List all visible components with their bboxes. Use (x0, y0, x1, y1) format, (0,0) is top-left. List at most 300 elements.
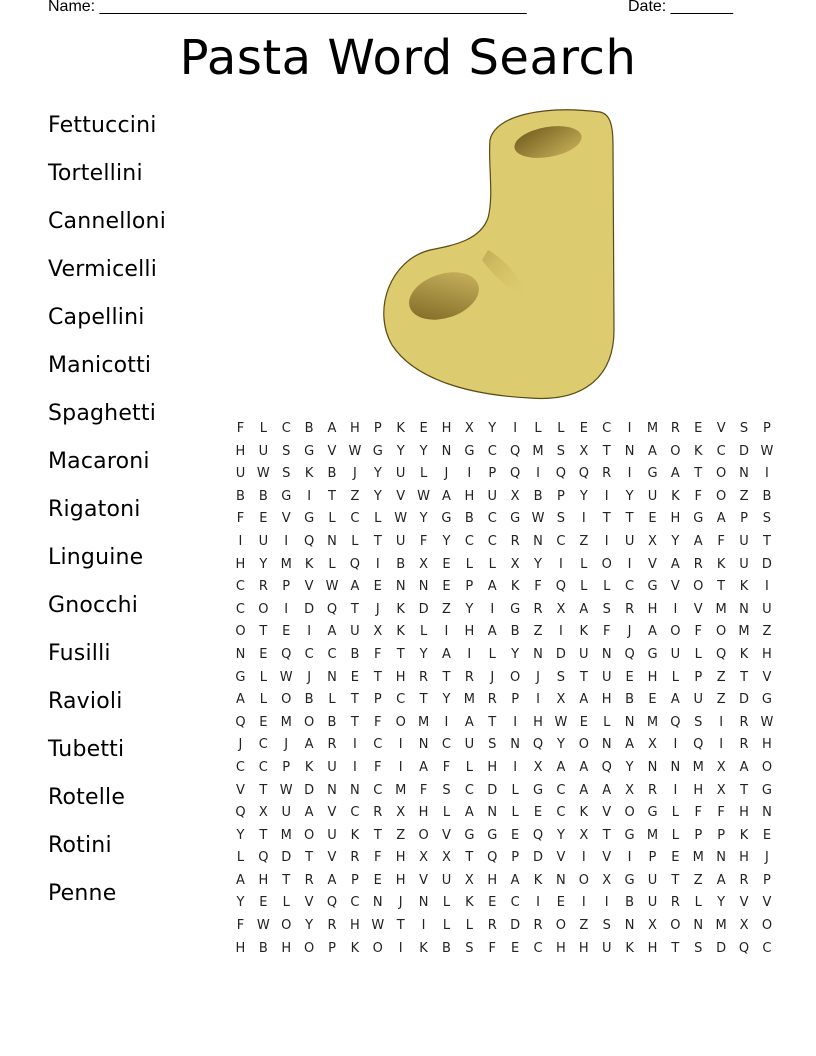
grid-letter[interactable]: H (647, 601, 658, 617)
grid-letter[interactable]: U (579, 646, 589, 662)
grid-letter[interactable]: W (417, 488, 430, 504)
grid-letter[interactable]: J (398, 895, 403, 911)
grid-letter[interactable]: Z (579, 533, 589, 549)
grid-letter[interactable]: F (488, 940, 496, 956)
grid-letter[interactable]: X (373, 624, 383, 640)
grid-letter[interactable]: I (627, 466, 632, 482)
grid-letter[interactable]: L (511, 782, 519, 798)
grid-letter[interactable]: F (602, 624, 611, 640)
grid-letter[interactable]: A (442, 646, 451, 662)
grid-letter[interactable]: Q (258, 850, 269, 866)
grid-letter[interactable]: H (762, 737, 772, 753)
grid-letter[interactable]: B (625, 692, 635, 708)
grid-letter[interactable]: U (487, 488, 497, 504)
grid-letter[interactable]: U (327, 759, 337, 775)
grid-letter[interactable]: O (304, 940, 315, 956)
grid-letter[interactable]: M (715, 918, 727, 934)
grid-letter[interactable]: A (419, 759, 429, 775)
grid-letter[interactable]: L (603, 714, 611, 730)
grid-letter[interactable]: Q (738, 940, 750, 956)
grid-letter[interactable]: P (511, 850, 520, 866)
grid-letter[interactable]: C (258, 759, 268, 775)
grid-letter[interactable]: L (328, 556, 336, 572)
grid-letter[interactable]: D (739, 443, 750, 459)
grid-letter[interactable]: R (670, 421, 680, 436)
grid-letter[interactable]: D (418, 601, 429, 617)
grid-letter[interactable]: H (762, 646, 772, 662)
grid-letter[interactable]: C (625, 579, 635, 595)
grid-letter[interactable]: L (534, 421, 542, 436)
grid-letter[interactable]: Y (305, 918, 314, 934)
grid-letter[interactable]: I (352, 737, 357, 753)
grid-letter[interactable]: C (441, 737, 451, 753)
grid-letter[interactable]: R (739, 737, 749, 753)
grid-letter[interactable]: A (464, 805, 474, 821)
grid-letter[interactable]: W (256, 918, 270, 934)
grid-letter[interactable]: L (557, 421, 565, 436)
grid-letter[interactable]: N (739, 466, 749, 482)
grid-letter[interactable]: F (717, 805, 725, 821)
grid-letter[interactable]: A (579, 782, 589, 798)
grid-letter[interactable]: Y (465, 601, 474, 617)
grid-letter[interactable]: T (328, 488, 336, 504)
grid-letter[interactable]: Q (601, 759, 612, 775)
grid-letter[interactable]: T (259, 827, 268, 843)
grid-letter[interactable]: I (536, 895, 540, 911)
grid-letter[interactable]: Q (693, 737, 704, 753)
grid-letter[interactable]: L (442, 895, 451, 911)
grid-letter[interactable]: V (762, 895, 772, 911)
grid-letter[interactable]: Y (511, 646, 520, 662)
grid-letter[interactable]: Q (510, 443, 521, 459)
grid-letter[interactable]: B (510, 624, 520, 640)
grid-letter[interactable]: R (625, 601, 635, 617)
grid-letter[interactable]: M (280, 556, 292, 572)
grid-letter[interactable]: O (761, 918, 773, 934)
grid-letter[interactable]: I (398, 737, 403, 753)
grid-letter[interactable]: K (350, 940, 360, 956)
grid-letter[interactable]: H (647, 940, 658, 956)
grid-letter[interactable]: C (281, 421, 291, 436)
grid-letter[interactable]: L (259, 669, 267, 685)
grid-letter[interactable]: T (259, 624, 268, 640)
grid-letter[interactable]: Y (717, 895, 726, 911)
grid-letter[interactable]: K (304, 556, 314, 572)
grid-letter[interactable]: I (467, 646, 472, 662)
grid-letter[interactable]: E (442, 556, 451, 572)
grid-letter[interactable]: F (442, 759, 451, 775)
grid-letter[interactable]: B (304, 692, 314, 708)
grid-letter[interactable]: G (647, 646, 658, 662)
grid-letter[interactable]: U (647, 488, 658, 504)
grid-letter[interactable]: A (579, 759, 589, 775)
grid-letter[interactable]: X (602, 872, 612, 888)
grid-letter[interactable]: X (579, 827, 589, 843)
grid-letter[interactable]: Z (716, 692, 726, 708)
grid-letter[interactable]: R (510, 533, 520, 549)
grid-letter[interactable]: U (350, 624, 360, 640)
grid-letter[interactable]: T (350, 714, 359, 730)
grid-letter[interactable]: I (673, 737, 678, 753)
grid-letter[interactable]: K (304, 466, 314, 482)
grid-letter[interactable]: E (694, 421, 703, 436)
grid-letter[interactable]: T (259, 782, 268, 798)
grid-letter[interactable]: N (327, 669, 337, 685)
grid-letter[interactable]: O (761, 759, 773, 775)
grid-letter[interactable]: E (579, 421, 588, 436)
grid-letter[interactable]: L (259, 692, 267, 708)
grid-letter[interactable]: U (693, 692, 704, 708)
grid-letter[interactable]: E (373, 872, 382, 888)
grid-letter[interactable]: H (487, 759, 498, 775)
grid-letter[interactable]: B (464, 511, 474, 527)
grid-letter[interactable]: M (692, 759, 704, 775)
grid-letter[interactable]: Y (556, 737, 565, 753)
grid-letter[interactable]: K (304, 759, 314, 775)
grid-letter[interactable]: T (717, 579, 726, 595)
grid-letter[interactable]: Q (349, 556, 361, 572)
grid-letter[interactable]: H (556, 940, 566, 956)
grid-letter[interactable]: N (510, 737, 520, 753)
grid-letter[interactable]: H (395, 669, 406, 685)
grid-letter[interactable]: I (673, 782, 678, 798)
grid-letter[interactable]: O (693, 579, 704, 595)
grid-letter[interactable]: V (327, 850, 337, 866)
grid-letter[interactable]: G (624, 827, 635, 843)
grid-letter[interactable]: X (419, 556, 429, 572)
grid-letter[interactable]: V (602, 850, 612, 866)
grid-letter[interactable]: C (464, 782, 474, 798)
grid-letter[interactable]: H (670, 511, 681, 527)
grid-letter[interactable]: O (716, 488, 727, 504)
grid-letter[interactable]: O (510, 669, 521, 685)
grid-letter[interactable]: Q (624, 646, 635, 662)
grid-letter[interactable]: E (259, 511, 268, 527)
grid-letter[interactable]: H (395, 850, 406, 866)
grid-letter[interactable]: R (533, 918, 543, 934)
grid-letter[interactable]: K (579, 624, 589, 640)
grid-letter[interactable]: J (284, 737, 289, 753)
grid-letter[interactable]: J (627, 624, 632, 640)
grid-letter[interactable]: Q (578, 466, 589, 482)
grid-letter[interactable]: Q (510, 466, 521, 482)
grid-letter[interactable]: L (671, 827, 679, 843)
grid-letter[interactable]: V (419, 872, 429, 888)
grid-letter[interactable]: X (464, 421, 474, 436)
grid-letter[interactable]: N (624, 918, 635, 934)
grid-letter[interactable]: D (761, 556, 772, 572)
grid-letter[interactable]: X (396, 805, 406, 821)
grid-letter[interactable]: W (279, 669, 293, 685)
grid-letter[interactable]: I (581, 511, 586, 527)
grid-letter[interactable]: D (281, 850, 292, 866)
grid-letter[interactable]: Y (419, 443, 428, 459)
grid-letter[interactable]: P (694, 669, 703, 685)
grid-letter[interactable]: N (327, 533, 337, 549)
grid-letter[interactable]: H (418, 805, 429, 821)
grid-letter[interactable]: B (442, 940, 451, 956)
grid-letter[interactable]: C (396, 692, 406, 708)
grid-letter[interactable]: W (394, 511, 408, 527)
grid-letter[interactable]: X (648, 737, 657, 753)
grid-letter[interactable]: X (625, 782, 635, 798)
grid-letter[interactable]: Z (762, 624, 772, 640)
grid-letter[interactable]: X (556, 601, 566, 617)
grid-letter[interactable]: Y (625, 488, 634, 504)
grid-letter[interactable]: I (558, 624, 563, 640)
grid-letter[interactable]: W (348, 443, 362, 459)
grid-letter[interactable]: X (556, 692, 566, 708)
grid-letter[interactable]: N (327, 782, 337, 798)
grid-letter[interactable]: G (235, 669, 246, 685)
grid-letter[interactable]: O (258, 601, 269, 617)
grid-letter[interactable]: D (510, 918, 521, 934)
grid-letter[interactable]: G (647, 579, 658, 595)
grid-letter[interactable]: N (693, 918, 704, 934)
grid-letter[interactable]: D (555, 646, 566, 662)
grid-letter[interactable]: S (602, 601, 611, 617)
grid-letter[interactable]: L (419, 624, 428, 640)
grid-letter[interactable]: V (304, 579, 314, 595)
grid-letter[interactable]: L (694, 646, 702, 662)
grid-letter[interactable]: I (444, 714, 449, 730)
grid-letter[interactable]: Q (670, 714, 681, 730)
grid-letter[interactable]: U (441, 872, 452, 888)
grid-letter[interactable]: I (284, 533, 289, 549)
grid-letter[interactable]: S (488, 737, 497, 753)
grid-letter[interactable]: O (670, 918, 681, 934)
grid-letter[interactable]: P (648, 850, 657, 866)
grid-letter[interactable]: M (646, 714, 659, 730)
grid-letter[interactable]: N (601, 737, 612, 753)
grid-letter[interactable]: X (739, 918, 749, 934)
grid-letter[interactable]: S (465, 940, 474, 956)
grid-letter[interactable]: M (280, 827, 292, 843)
grid-letter[interactable]: M (417, 714, 430, 730)
grid-letter[interactable]: D (716, 940, 727, 956)
grid-letter[interactable]: T (419, 692, 428, 708)
grid-letter[interactable]: J (490, 669, 495, 685)
grid-letter[interactable]: N (418, 579, 429, 595)
grid-letter[interactable]: B (396, 556, 406, 572)
grid-letter[interactable]: Y (625, 759, 634, 775)
grid-letter[interactable]: Z (350, 488, 360, 504)
grid-letter[interactable]: T (350, 601, 359, 617)
grid-letter[interactable]: M (692, 850, 704, 866)
grid-letter[interactable]: I (444, 624, 449, 640)
grid-letter[interactable]: C (235, 759, 245, 775)
grid-letter[interactable]: H (487, 872, 498, 888)
grid-letter[interactable]: I (513, 759, 518, 775)
grid-letter[interactable]: R (739, 714, 749, 730)
grid-letter[interactable]: S (739, 421, 749, 436)
grid-letter[interactable]: I (398, 940, 403, 956)
grid-letter[interactable]: U (739, 556, 749, 572)
grid-letter[interactable]: H (350, 918, 360, 934)
grid-letter[interactable]: S (442, 782, 451, 798)
grid-letter[interactable]: A (235, 872, 245, 888)
grid-letter[interactable]: I (513, 421, 518, 436)
grid-letter[interactable]: O (555, 918, 567, 934)
grid-letter[interactable]: Y (259, 556, 268, 572)
grid-letter[interactable]: C (556, 782, 566, 798)
grid-letter[interactable]: P (373, 421, 382, 436)
grid-letter[interactable]: U (670, 646, 681, 662)
grid-letter[interactable]: U (739, 533, 749, 549)
grid-letter[interactable]: R (304, 872, 314, 888)
grid-letter[interactable]: P (350, 872, 359, 888)
grid-letter[interactable]: O (418, 827, 429, 843)
grid-letter[interactable]: N (670, 759, 681, 775)
grid-letter[interactable]: F (694, 488, 702, 504)
grid-letter[interactable]: C (602, 421, 612, 436)
grid-letter[interactable]: A (716, 511, 726, 527)
grid-letter[interactable]: S (556, 669, 566, 685)
grid-letter[interactable]: O (578, 737, 589, 753)
grid-letter[interactable]: S (694, 940, 703, 956)
grid-letter[interactable]: F (694, 624, 702, 640)
grid-letter[interactable]: N (395, 579, 406, 595)
grid-letter[interactable]: C (304, 646, 314, 662)
grid-letter[interactable]: I (627, 421, 632, 436)
grid-letter[interactable]: Y (236, 827, 245, 843)
grid-letter[interactable]: X (716, 759, 726, 775)
grid-letter[interactable]: N (441, 443, 452, 459)
grid-letter[interactable]: U (647, 895, 658, 911)
grid-letter[interactable]: O (281, 918, 292, 934)
grid-letter[interactable]: C (373, 782, 383, 798)
grid-letter[interactable]: A (670, 556, 680, 572)
grid-letter[interactable]: E (488, 895, 497, 911)
grid-letter[interactable]: N (716, 850, 727, 866)
grid-letter[interactable]: A (464, 714, 474, 730)
grid-letter[interactable]: Y (419, 646, 428, 662)
grid-letter[interactable]: L (465, 918, 473, 934)
grid-letter[interactable]: G (510, 601, 521, 617)
grid-letter[interactable]: I (284, 601, 289, 617)
grid-letter[interactable]: A (648, 624, 657, 640)
grid-letter[interactable]: Y (442, 533, 451, 549)
grid-letter[interactable]: O (281, 692, 292, 708)
grid-letter[interactable]: T (671, 940, 680, 956)
grid-letter[interactable]: K (739, 827, 749, 843)
grid-letter[interactable]: V (762, 669, 772, 685)
grid-letter[interactable]: U (762, 601, 772, 617)
grid-letter[interactable]: D (739, 692, 750, 708)
grid-letter[interactable]: E (648, 692, 657, 708)
grid-letter[interactable]: N (556, 872, 566, 888)
grid-letter[interactable]: U (281, 805, 291, 821)
grid-letter[interactable]: G (647, 466, 658, 482)
grid-letter[interactable]: U (258, 443, 269, 459)
grid-letter[interactable]: M (715, 601, 727, 617)
grid-letter[interactable]: A (235, 692, 245, 708)
grid-letter[interactable]: E (419, 421, 428, 436)
grid-letter[interactable]: I (604, 895, 609, 911)
grid-letter[interactable]: P (694, 827, 703, 843)
grid-letter[interactable]: O (235, 624, 246, 640)
grid-letter[interactable]: K (579, 805, 589, 821)
grid-letter[interactable]: A (739, 759, 749, 775)
grid-letter[interactable]: E (671, 850, 680, 866)
grid-letter[interactable]: N (372, 895, 383, 911)
grid-letter[interactable]: F (374, 850, 382, 866)
grid-letter[interactable]: M (738, 624, 750, 640)
grid-letter[interactable]: P (717, 827, 726, 843)
grid-letter[interactable]: L (419, 466, 428, 482)
grid-letter[interactable]: F (236, 918, 245, 934)
grid-letter[interactable]: L (580, 556, 588, 572)
grid-letter[interactable]: T (305, 850, 314, 866)
grid-letter[interactable]: E (625, 669, 634, 685)
grid-letter[interactable]: I (421, 918, 426, 934)
grid-letter[interactable]: V (327, 443, 337, 459)
grid-letter[interactable]: Y (671, 533, 680, 549)
grid-letter[interactable]: T (671, 872, 680, 888)
grid-letter[interactable]: L (351, 533, 359, 549)
grid-letter[interactable]: Z (579, 918, 589, 934)
grid-letter[interactable]: J (375, 601, 380, 617)
grid-letter[interactable]: I (627, 556, 632, 572)
grid-letter[interactable]: T (373, 669, 382, 685)
grid-letter[interactable]: E (511, 940, 520, 956)
grid-letter[interactable]: R (373, 805, 383, 821)
grid-letter[interactable]: R (327, 918, 337, 934)
grid-letter[interactable]: F (236, 511, 245, 527)
grid-letter[interactable]: I (604, 533, 609, 549)
grid-letter[interactable]: M (280, 714, 292, 730)
grid-letter[interactable]: H (258, 872, 269, 888)
grid-letter[interactable]: S (282, 466, 291, 482)
grid-letter[interactable]: S (556, 511, 566, 527)
grid-letter[interactable]: Z (442, 601, 451, 617)
grid-letter[interactable]: V (739, 895, 749, 911)
grid-letter[interactable]: K (465, 895, 474, 911)
grid-letter[interactable]: H (739, 850, 749, 866)
grid-letter[interactable]: H (235, 556, 246, 572)
grid-letter[interactable]: R (739, 872, 749, 888)
grid-letter[interactable]: M (646, 827, 659, 843)
grid-letter[interactable]: Y (396, 443, 405, 459)
grid-letter[interactable]: V (556, 850, 566, 866)
grid-letter[interactable]: U (464, 737, 475, 753)
grid-letter[interactable]: V (602, 805, 612, 821)
grid-letter[interactable]: L (671, 805, 679, 821)
grid-letter[interactable]: E (556, 895, 566, 911)
grid-letter[interactable]: X (716, 782, 726, 798)
grid-letter[interactable]: V (327, 805, 337, 821)
grid-letter[interactable]: Q (487, 850, 498, 866)
grid-letter[interactable]: X (510, 556, 520, 572)
grid-letter[interactable]: U (601, 669, 612, 685)
grid-letter[interactable]: N (739, 601, 749, 617)
grid-letter[interactable]: O (624, 805, 635, 821)
grid-letter[interactable]: N (624, 443, 635, 459)
grid-letter[interactable]: X (648, 533, 657, 549)
grid-letter[interactable]: T (373, 827, 382, 843)
grid-letter[interactable]: A (327, 872, 337, 888)
grid-letter[interactable]: E (762, 827, 772, 843)
grid-letter[interactable]: B (350, 646, 360, 662)
grid-letter[interactable]: T (740, 782, 749, 798)
grid-letter[interactable]: N (601, 646, 612, 662)
grid-letter[interactable]: M (463, 692, 475, 708)
grid-letter[interactable]: V (442, 827, 451, 843)
grid-letter[interactable]: Q (235, 805, 246, 821)
grid-letter[interactable]: X (648, 918, 657, 934)
grid-letter[interactable]: H (395, 872, 406, 888)
grid-letter[interactable]: P (465, 579, 474, 595)
